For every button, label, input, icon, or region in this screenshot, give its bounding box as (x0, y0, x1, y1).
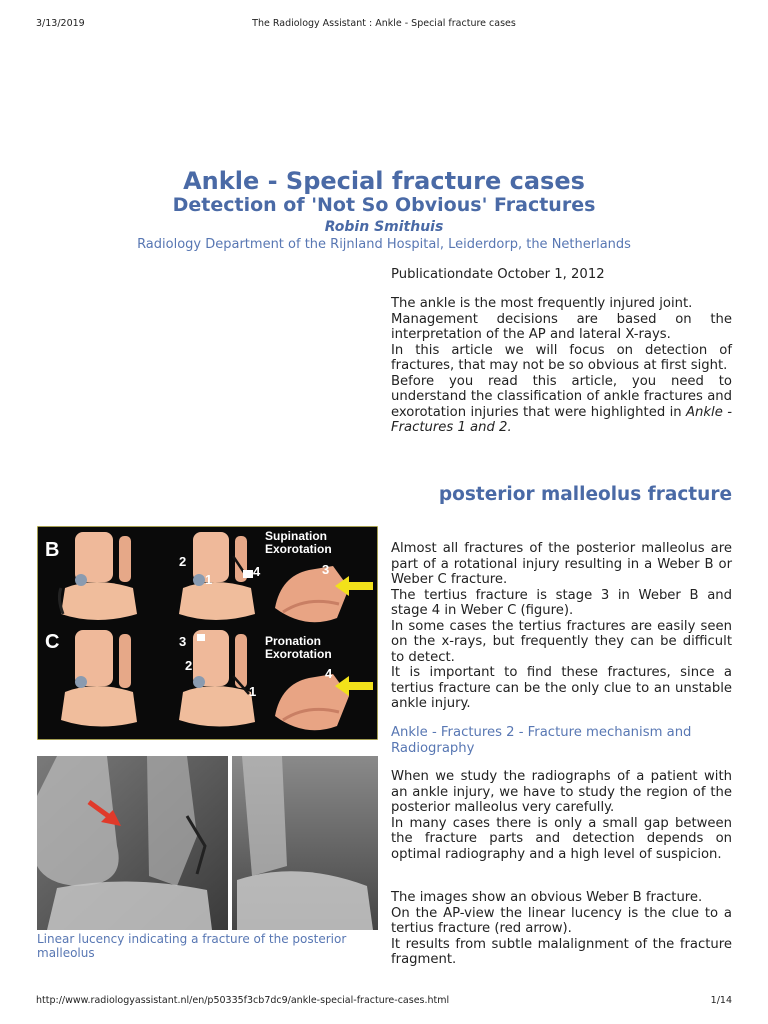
paragraph-line: Almost all fractures of the posterior malleolus are part of a rotational injury resulting in a Weber B or Weber C fracture. (391, 541, 732, 587)
section-heading: posterior malleolus fracture (438, 484, 732, 505)
stage-number: 3 (322, 562, 330, 577)
intro-paragraph (391, 296, 732, 436)
paragraph-line: The images show an obvious Weber B fracture. (391, 890, 703, 905)
paragraph-line: In many cases there is only a small gap between the fracture parts and detection depends on optimal radiography and a high level of suspicion. (391, 815, 732, 862)
header-title: The Radiology Assistant : Ankle - Special fracture cases (252, 18, 516, 29)
footer-url: http://www.radiologyassistant.nl/en/p50335f3cb7dc9/ankle-special-fracture-cases.html (36, 995, 450, 1006)
paragraph-line: It results from subtle malalignment of the fracture fragment. (391, 936, 732, 967)
stage-number: 4 (325, 666, 333, 681)
intro-line: In this article we will focus on detection of fractures, that may not be so obvious at first sight. (391, 342, 732, 373)
intro-line: The ankle is the most frequently injured joint. (391, 296, 693, 311)
page-title: Ankle - Special fracture cases (183, 167, 585, 195)
fracture-mechanism-link[interactable]: Ankle - Fractures 2 - Fracture mechanism and Radiography (391, 725, 692, 756)
stage-number: 3 (179, 634, 187, 649)
figure-caption: Linear lucency indicating a fracture of the posterior malleolus (37, 932, 347, 960)
intro-line: Management decisions are based on the interpretation of the AP and lateral X-rays. (391, 311, 732, 342)
radiograph-figure (37, 756, 378, 930)
radiograph-paragraph (391, 769, 732, 862)
pronation-label: Pronation (265, 634, 321, 648)
paragraph-line: On the AP-view the linear lucency is the clue to a tertius fracture (red arrow). (391, 905, 732, 936)
paragraph-line: It is important to find these fractures, since a tertius fracture can be the only clue to an unstable ankle injury. (391, 665, 732, 711)
stage-number: 1 (205, 572, 213, 587)
pronation-exorotation-label: Exorotation (265, 647, 332, 661)
weber-b-paragraph (391, 890, 732, 968)
paragraph-line: The tertius fracture is stage 3 in Weber B and stage 4 in Weber C (figure). (391, 587, 732, 618)
stage-number: 2 (179, 554, 187, 569)
stage-number: 4 (253, 564, 261, 579)
ankle-fractures-link[interactable]: Ankle - Fractures 1 and 2. (391, 404, 732, 435)
author: Robin Smithuis (324, 219, 444, 235)
posterior-malleolus-paragraph (391, 541, 732, 712)
label-b: B (45, 539, 60, 561)
label-c: C (45, 631, 60, 653)
stage-number: 2 (185, 658, 193, 673)
stage-number: 1 (249, 684, 257, 699)
supination-label: Supination (265, 529, 327, 543)
affiliation: Radiology Department of the Rijnland Hospital, Leiderdorp, the Netherlands (137, 237, 631, 252)
intro-line (391, 374, 732, 436)
footer-page-number: 1/14 (710, 995, 732, 1006)
publication-date: Publicationdate October 1, 2012 (391, 267, 605, 282)
paragraph-line: When we study the radiographs of a patient with an ankle injury, we have to study the region of the posterior malleolus very carefully. (391, 769, 732, 815)
header-date: 3/13/2019 (36, 18, 85, 29)
page-subtitle: Detection of 'Not So Obvious' Fractures (172, 194, 596, 216)
exorotation-stages-figure (37, 526, 378, 740)
paragraph-line: In some cases the tertius fractures are easily seen on the x-rays, but frequently they can be difficult to detect. (391, 618, 732, 665)
intro-line-text: Before you read this article, you need to understand the classification of ankle fractures and exorotation injuries that were highlighted in (391, 373, 732, 420)
supination-exorotation-label: Exorotation (265, 542, 332, 556)
